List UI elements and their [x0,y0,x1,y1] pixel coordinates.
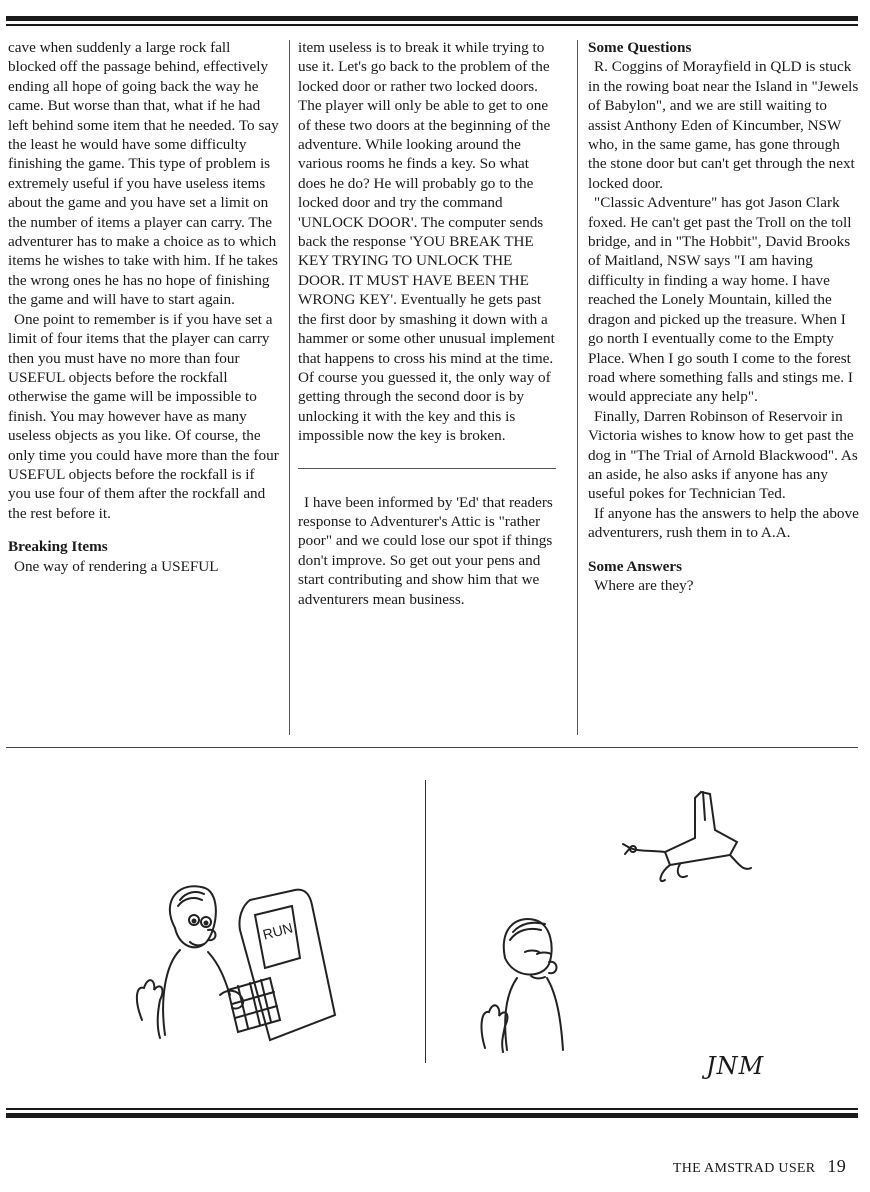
cartoon-panel-divider [425,780,426,1063]
article-column-1 [8,38,280,576]
cartoon-top-rule [6,747,858,748]
artist-signature: JNM [706,1052,765,1080]
article-column-2 [298,38,556,609]
top-rule-thick [6,16,858,21]
computer-screen-label: RUN [260,919,295,943]
column1-paragraph-1: cave when suddenly a large rock fall blocked off the passage behind, effectively ending all hope of going back the way he came. But worse than that, what if he had left behind some item that he needed. To say the least he would have some difficulty finishing the game. This type of problem is extremely useful if you have useless items about the game and you have set a limit on the number of items a player can carry. The adventurer has to make a choice as to which items he wishes to take with him. If he takes the wrong ones he has no hope of finishing the game and will have to start again. [8,39,279,309]
column-divider-1 [289,40,290,735]
column1-paragraph-2: One point to remember is if you have set a limit of four items that the player can carry then you must have no more than four USEFUL objects before the rockfall otherwise the game will be impossible to finish. You may however have as many useless objects as you like. Of course, the only time you could have more than the four USEFUL objects before the rockfall is if you use four of them after the rockfall and the rest before it. [8,310,279,522]
page-footer [673,1156,846,1177]
top-rule-thin [6,24,858,26]
column-divider-2 [577,40,578,735]
heading-some-questions: Some Questions [588,39,692,56]
cartoon-panel-left [120,870,350,1055]
heading-some-answers: Some Answers [588,557,683,575]
column3-paragraph-2: "Classic Adventure" has got Jason Clark foxed. He can't get past the Troll on the toll bridge, and in "The Hobbit", David Brooks of Maitland, NSW says "I am having difficulty in finding a way home. I have reached the Lonely Mountain, killed the dragon and picked up the treasure. When I go north I eventually come to the Empty Place. When I go south I come to the forest road where something falls and stings me. I would appreciate any help". [588,194,853,406]
column3-paragraph-5: Where are they? [594,576,694,594]
article-column-3 [588,38,860,595]
bottom-rule-thin [6,1108,858,1110]
column1-paragraph-3: One way of rendering a USEFUL [14,557,219,575]
column3-paragraph-1: R. Coggins of Morayfield in QLD is stuck in the rowing boat near the Island in "Jewels of Babylon", and we are still waiting to assist Anthony Eden of Kincumber, NSW who, in the same game, has gone through the stone door but can't get through the next locked door. [588,58,859,192]
column3-paragraph-4: If anyone has the answers to help the above adventurers, rush them in to A.A. [588,504,859,542]
column3-paragraph-3: Finally, Darren Robinson of Reservoir in Victoria wishes to know how to get past the dog in "The Trial of Arnold Blackwood". As an aside, he also asks if anyone has any useful pokes for Technician Ted. [588,407,858,503]
page-number: 19 [827,1156,846,1176]
column2-paragraph-2: I have been informed by 'Ed' that readers response to Adventurer's Attic is "rather poor" and we could lose our spot if things don't improve. So get out your pens and start contributing and show him that we adventurers mean business. [298,493,553,608]
column2-divider [298,468,556,469]
column2-paragraph-1: item useless is to break it while trying to use it. Let's go back to the problem of the locked door or rather two locked doors. The player will only be able to get to one of these two doors at the beginning of the adventure. While looking around the various rooms he finds a key. So what does he do? He will probably go to the locked door and try the command 'UNLOCK DOOR'. The computer sends back the response 'YOU BREAK THE KEY TRYING TO UNLOCK THE DOOR. IT MUST HAVE BEEN THE WRONG KEY'. Eventually he gets past the first door by smashing it down with a hammer or some other unusual implement that happens to cross his mind at the time. Of course you guessed it, the only way of getting through the second door is by unlocking it with the key and this is impossible now the key is broken. [298,39,555,445]
heading-breaking-items: Breaking Items [8,538,108,556]
cartoon-panel-right [465,780,785,1060]
magazine-name: THE AMSTRAD USER [672,1161,816,1176]
bottom-rule-thick [6,1113,858,1118]
